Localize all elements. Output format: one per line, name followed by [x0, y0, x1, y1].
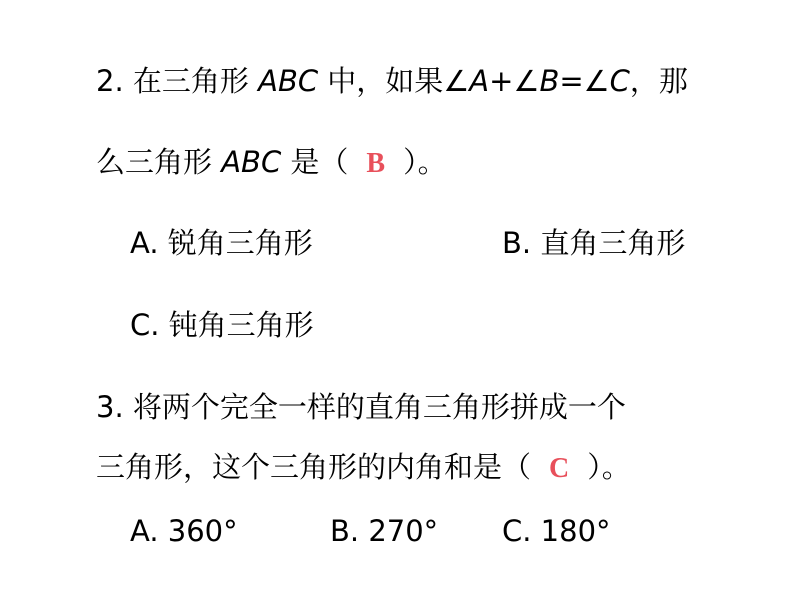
- q2-stem-line2: [96, 144, 447, 182]
- q3-stem-line2-pre: 三角形，这个三角形的内角和是（: [96, 450, 532, 484]
- q2-stem-line2-pre: 么三角形: [96, 145, 222, 179]
- q3-option-b: B. 270°: [330, 514, 439, 548]
- q2-option-c: C. 钝角三角形: [130, 308, 314, 342]
- q3-option-a: A. 360°: [130, 514, 238, 548]
- q2-stem-line1: [96, 63, 688, 99]
- q2-answer: B: [366, 148, 386, 179]
- q2-stem-text: 中，如果: [318, 64, 444, 98]
- q2-angle-equation: ∠A+∠B=∠C: [443, 64, 630, 98]
- q3-stem-line1: 3. 将两个完全一样的直角三角形拼成一个: [96, 390, 626, 424]
- q2-triangle-name: ABC: [258, 64, 319, 98]
- q2-stem-line2-mid: 是（: [281, 145, 349, 179]
- q3-answer: C: [549, 453, 570, 484]
- q2-option-b: B. 直角三角形: [502, 226, 686, 260]
- q3-stem-line2-end: ）。: [587, 450, 631, 484]
- q2-stem-end: ，那: [629, 64, 688, 98]
- q2-stem-line2-end: ）。: [403, 145, 447, 179]
- q2-triangle-name-2: ABC: [221, 145, 282, 179]
- q2-option-a: A. 锐角三角形: [130, 226, 313, 260]
- q2-number-text: 2. 在三角形: [96, 64, 259, 98]
- q3-option-c: C. 180°: [502, 514, 611, 548]
- q3-stem-line2: [96, 449, 631, 487]
